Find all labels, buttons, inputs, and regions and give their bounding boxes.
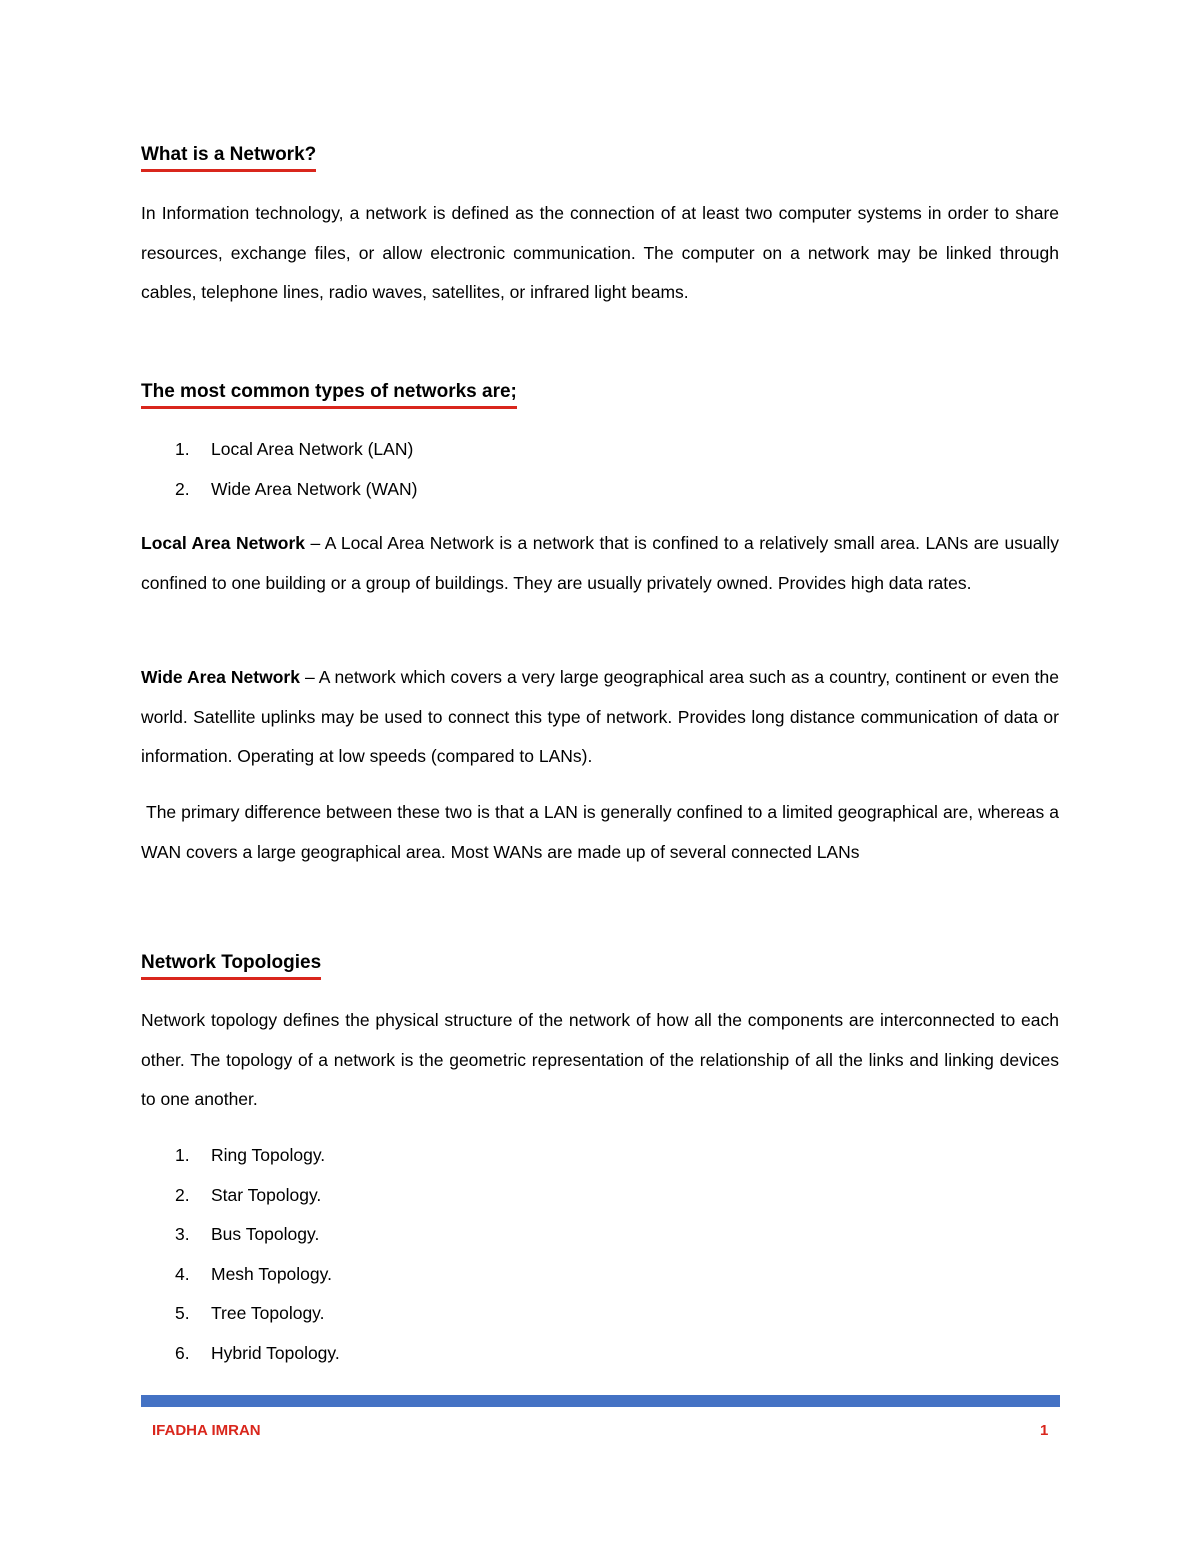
list-item-label: Tree Topology.	[211, 1303, 325, 1323]
list-number: 2.	[175, 1184, 190, 1205]
list-number: 1.	[175, 1145, 190, 1165]
heading-network-types: The most common types of networks are;	[141, 380, 517, 409]
list-number: 6.	[175, 1342, 190, 1363]
lan-term: Local Area Network	[141, 533, 305, 553]
list-number: 2.	[175, 478, 190, 499]
footer-author: IFADHA IMRAN	[152, 1422, 261, 1439]
list-item-label: Ring Topology.	[211, 1145, 326, 1165]
footer-page-number: 1	[1040, 1422, 1049, 1439]
list-number: 1.	[175, 439, 190, 459]
list-item-label: Star Topology.	[211, 1184, 322, 1205]
heading-what-is-network: What is a Network?	[141, 143, 316, 172]
topology-definition-paragraph: Network topology defines the physical structure of the network of how all the components are interconnected to each other. The topology of a network is the geometric representation of the relationship of all the links and linking devices to one another.	[141, 1010, 1059, 1109]
list-item-label: Bus Topology.	[211, 1224, 320, 1244]
list-item-label: Hybrid Topology.	[211, 1342, 340, 1363]
wan-description: – A network which covers a very large geographical area such as a country, continent or even the world. Satellite uplinks may be used to connect this type of network. Provides long distance communication of data or information. Operating at low speeds (compared to LANs).	[141, 667, 1059, 766]
wan-paragraph	[141, 658, 1059, 777]
lan-description: – A Local Area Network is a network that is confined to a relatively small area. LANs are usually confined to one building or a group of buildings. They are usually privately owned. Provides high data rates.	[141, 533, 1059, 593]
list-number: 4.	[175, 1263, 190, 1284]
wan-term: Wide Area Network	[141, 667, 300, 687]
list-number: 3.	[175, 1224, 190, 1244]
list-item-label: Local Area Network (LAN)	[211, 439, 414, 459]
list-item-label: Mesh Topology.	[211, 1263, 332, 1284]
lan-paragraph	[141, 524, 1059, 603]
difference-paragraph: The primary difference between these two is that a LAN is generally confined to a limited geographical are, whereas a WAN covers a large geographical area. Most WANs are made up of several connected LANs	[141, 802, 1059, 862]
list-item-label: Wide Area Network (WAN)	[211, 478, 418, 499]
heading-network-topologies: Network Topologies	[141, 951, 321, 980]
list-number: 5.	[175, 1303, 190, 1323]
document-page	[141, 0, 1059, 1553]
footer-divider-bar	[141, 1395, 1060, 1407]
network-definition-paragraph: In Information technology, a network is defined as the connection of at least two computer systems in order to share resources, exchange files, or allow electronic communication. The computer on a network may be linked through cables, telephone lines, radio waves, satellites, or infrared light beams.	[141, 203, 1059, 302]
